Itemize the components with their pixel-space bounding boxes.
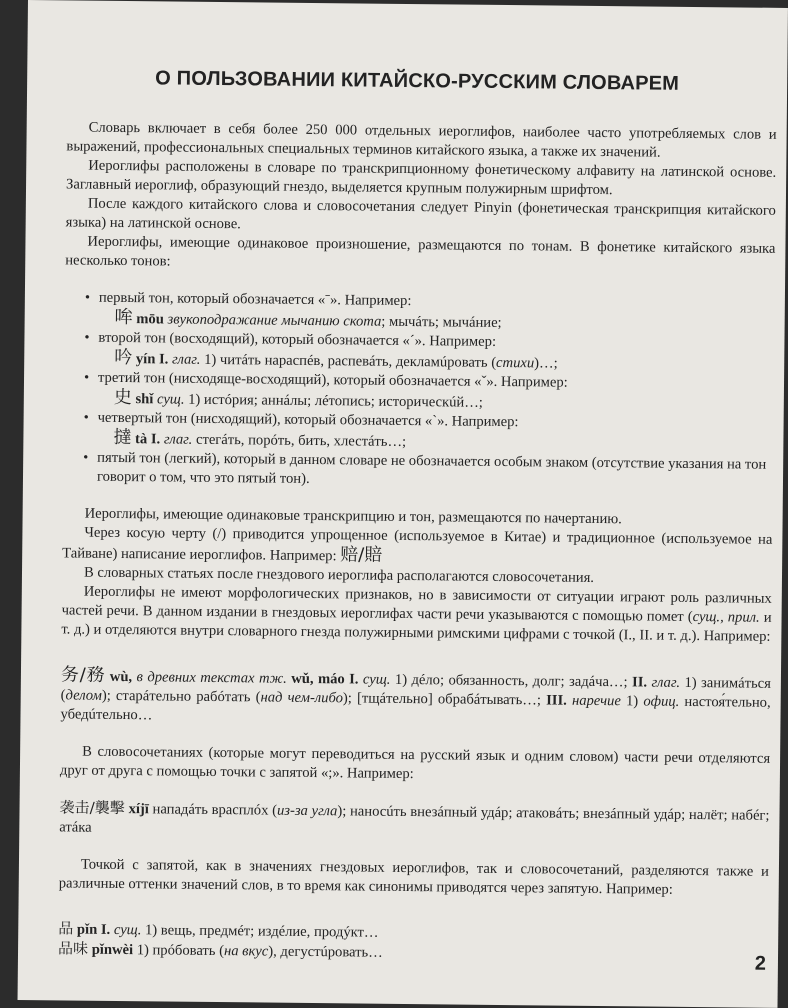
entry-pinwei: 品味 pǐnwèi 1) прóбовать (на вкус), дегустúровать…: [57, 939, 383, 961]
tone-example-4: 撻 tà I. глаг. стегáть, порóть, бить, хлестáть…;: [113, 426, 407, 450]
rule-paragraph-1: Иероглифы, имеющие одинаковые транскрипцию и тон, размещаются по начертанию.: [84, 505, 622, 528]
bullet-icon: •: [83, 409, 89, 426]
bullet-icon: •: [83, 449, 89, 466]
tone-example-1: 哞 mōu звукоподражание мычанию скота; мычáть; мычáние;: [114, 306, 502, 331]
intro-paragraph-2: Иероглифы расположены в словаре по транскрипционному фонетическому алфавиту на латинской основе. Заглавный иероглиф, образующий гнездо, выделяется крупным полужирным шрифтом.: [65, 157, 777, 199]
tone-list: [63, 288, 775, 493]
tone-item-4: • четвертый тон (нисходящий), который обозначается «ˋ». Например: 撻 tà I. глаг. стегáть, порóть, бить, хлестáть…;: [83, 409, 773, 456]
bullet-icon: •: [84, 289, 91, 306]
rule-paragraph-3: В словарных статьях после гнездового иероглифа располагаются словосочетания.: [83, 564, 595, 586]
entry-pin: 品 pǐn I. сущ. 1) вещь, предмéт; издéлие, продýкт…: [58, 919, 379, 941]
bullet-icon: •: [84, 329, 90, 346]
intro-paragraph-1: Словарь включает в себя более 250 000 отдельных иероглифов, наиболее часто употребляемых слов и выражений, профессиональных специальных терминов китайского языка, а также их значений.: [66, 119, 777, 161]
tone-item-1: • первый тон, который обозначается «ˉ». Например: 哞 mōu звукоподражание мычанию скота; мычáть; мычáние;: [85, 289, 775, 336]
page-body: [58, 118, 777, 966]
tone-item-3: • третий тон (нисходяще-восходящий), который обозначается «ˇ». Например: 史 shǐ сущ. 1) истóрия; аннáлы; лéтопись; историческúй…;: [84, 369, 774, 416]
page-title: О ПОЛЬЗОВАНИИ КИТАЙСКО-РУССКИМ СЛОВАРЕМ: [155, 67, 680, 95]
tone-item-5: • пятый тон (легкий), который в данном словаре не обозначается особым знаком (отсутствие указания на тон говорит о том, что это пятый тон).: [83, 449, 767, 487]
tone-example-2: 吟 yín I. глаг. 1) читáть нараспéв, распевáть, декламúровать (стихи)…;: [114, 346, 558, 372]
rule-paragraph-2: Через косую черту (/) приводится упрощенное (используемое в Китае) и традиционное (используемое на Тайване) написание иероглифов. Например: 赔/賠: [62, 524, 773, 566]
phrase-paragraph: В словосочетаниях (которые могут переводиться на русский язык и одним словом) части речи отделяются друг от друга с помощью точки с запятой «;». Например:: [59, 743, 771, 783]
intro-paragraph-4: Иероглифы, имеющие одинаковое произношение, размещаются по тонам. В фонетике китайского языка несколько тонов:: [65, 233, 776, 270]
book-page: [18, 0, 788, 1008]
bullet-icon: •: [83, 369, 90, 386]
entry-wu: 务/務 wù, в древних текстах тж. wǔ, máo I. сущ. 1) дéло; обязанность, долг; задáча…; II. глаг. 1) занимáться (делом); старáтельно рабóтать (над чем-либо); [тщáтельно] обрабáтывать…; III. наречие 1) офиц. настоя́тельно, убедúтельно…: [60, 664, 771, 724]
entry-xiji: 袭击/襲擊 xíjī нападáть врасплóх (из-за угла); наносúть внезáпный удáр; атаковáть; внезáпный удáр; налёт; набéг; атáка: [59, 798, 770, 836]
rule-paragraph-4: Иероглифы не имеют морфологических признаков, но в зависимости от ситуации играют роль различных частей речи. В данном издании в гнездовых иероглифах части речи указываются с помощью помет (сущ., прил. и т. д.) и отделяются внутри словарного гнезда полужирными римскими цифрами с точкой (I., II. и т. д.). Например:: [61, 583, 772, 645]
synonym-paragraph: Точкой с запятой, как в значениях гнездовых иероглифов, так и словосочетаний, разделяются также и различные оттенки значений слов, в то время как синонимы приводятся через запятую. Например:: [58, 856, 769, 898]
tone-example-3: 史 shǐ сущ. 1) истóрия; аннáлы; лéтопись; историческúй…;: [113, 386, 483, 411]
example-hanzi: 赔/賠: [340, 544, 383, 566]
tone-item-2: • второй тон (восходящий), который обозначается «ˊ». Например: 吟 yín I. глаг. 1) читáть нараспéв, распевáть, декламúровать (стихи)…;: [84, 329, 774, 376]
page-number: 2: [754, 952, 767, 975]
intro-paragraph-3: После каждого китайского слова и словосочетания следует Pinyin (фонетическая транскрипция китайского языка) на латинской основе.: [65, 195, 776, 233]
